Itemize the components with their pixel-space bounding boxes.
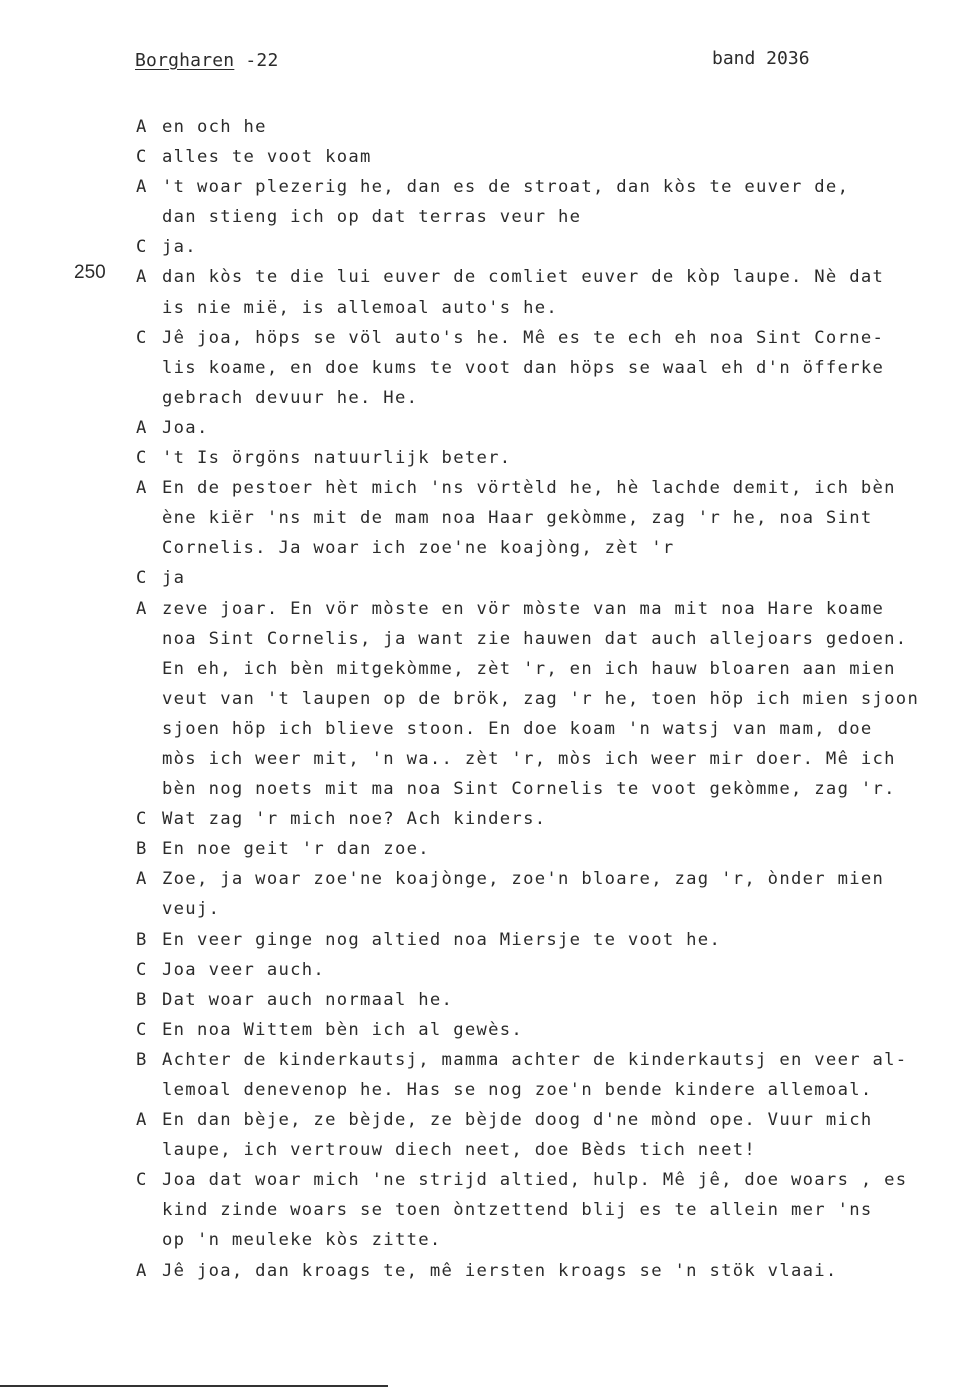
margin-line-number: 250 [74, 262, 106, 284]
dialogue-line: kind zinde woars se toen òntzettend blij es te allein mer 'ns [162, 1200, 873, 1221]
dialogue-line: Dat woar auch normaal he. [162, 989, 454, 1010]
speaker-label: A [136, 267, 147, 288]
dialogue-line: 't woar plezerig he, dan es de stroat, dan kòs te euver de, [162, 177, 850, 198]
dialogue-line: En noa Wittem bèn ich al gewès. [162, 1019, 524, 1040]
speaker-label: B [136, 1049, 147, 1070]
speaker-label: A [136, 598, 147, 619]
dialogue-turn [136, 1256, 966, 1286]
dialogue-line: Joa veer auch. [162, 959, 326, 980]
dialogue-line: veut van 't laupen op de brök, zag 'r he, toen höp ich mien sjoon [162, 688, 920, 709]
dialogue-turn [136, 172, 966, 232]
dialogue-line: Zoe, ja woar zoe'ne koajònge, zoe'n bloare, zag 'r, ònder mien [162, 869, 885, 890]
page-number: -22 [234, 50, 279, 71]
dialogue-line: Jê joa, dan kroags te, mê iersten kroags se 'n stök vlaai. [162, 1260, 838, 1281]
dialogue-turn [136, 834, 966, 864]
speaker-label: B [136, 929, 147, 950]
dialogue-turn [136, 413, 966, 443]
dialogue-line: zeve joar. En vör mòste en vör mòste van ma mit noa Hare koame [162, 598, 885, 619]
dialogue-line: op 'n meuleke kòs zitte. [162, 1230, 442, 1251]
speaker-label: A [136, 1260, 147, 1281]
dialogue-turn [136, 594, 966, 805]
dialogue-line: Wat zag 'r mich noe? Ach kinders. [162, 809, 547, 830]
dialogue-turn [136, 955, 966, 985]
dialogue-line: En de pestoer hèt mich 'ns vörtèld he, hè lachde demit, ich bèn [162, 478, 896, 499]
speaker-label: C [136, 809, 147, 830]
dialogue-line: gebrach devuur he. He. [162, 387, 419, 408]
dialogue-line: ja. [162, 237, 197, 258]
dialogue-turn [136, 473, 966, 563]
dialogue-line: mòs ich weer mit, 'n wa.. zèt 'r, mòs ich weer mir doer. Mê ich [162, 748, 896, 769]
dialogue-line: Achter de kinderkautsj, mamma achter de kinderkautsj en veer al- [162, 1049, 908, 1070]
dialogue-line: ja [162, 568, 186, 589]
dialogue-turn [136, 804, 966, 834]
speaker-label: C [136, 1019, 147, 1040]
dialogue-turn [136, 142, 966, 172]
dialogue-turn [136, 443, 966, 473]
dialogue-turn [136, 112, 966, 142]
speaker-label: C [136, 959, 147, 980]
speaker-label: C [136, 147, 147, 168]
speaker-label: B [136, 989, 147, 1010]
dialogue-turn [74, 262, 966, 322]
dialogue-turn [136, 563, 966, 593]
dialogue-turn [136, 1045, 966, 1105]
dialogue-line: En dan bèje, ze bèjde, ze bèjde doog d'ne mònd ope. Vuur mich [162, 1110, 873, 1131]
dialogue-line: dan kòs te die lui euver de comliet euver de kòp laupe. Nè dat [162, 267, 885, 288]
dialogue-line: veuj. [162, 899, 221, 920]
dialogue-line: dan stieng ich op dat terras veur he [162, 207, 582, 228]
dialogue-line: noa Sint Cornelis, ja want zie hauwen dat auch allejoars gedoen. [162, 628, 908, 649]
dialogue-turn [136, 925, 966, 955]
dialogue-line: En noe geit 'r dan zoe. [162, 839, 430, 860]
speaker-label: A [136, 117, 147, 137]
tape-number: band 2036 [712, 48, 810, 69]
speaker-label: A [136, 417, 147, 438]
dialogue-line: sjoen höp ich blieve stoon. En doe koam 'n watsj van mam, doe [162, 718, 873, 739]
dialogue-turn [136, 232, 966, 262]
speaker-label: A [136, 869, 147, 890]
dialogue-line: laupe, ich vertrouw diech neet, doe Bèds tich neet! [162, 1140, 757, 1161]
dialogue-line: lemoal denevenop he. Has se nog zoe'n bende kindere allemoal. [162, 1080, 873, 1100]
speaker-label: A [136, 478, 147, 499]
place-name: Borgharen [135, 50, 235, 71]
speaker-label: C [136, 448, 147, 469]
dialogue-line: En veer ginge nog altied noa Miersje te voot he. [162, 929, 722, 950]
speaker-label: A [136, 1110, 147, 1131]
dialogue-line: Joa. [162, 417, 209, 438]
dialogue-line: Cornelis. Ja woar ich zoe'ne koajòng, zèt 'r [162, 538, 675, 559]
speaker-label: C [136, 327, 147, 348]
dialogue-line: en och he [162, 117, 267, 137]
transcript [74, 112, 966, 1286]
footer-rule [0, 1385, 388, 1387]
page-header-left [135, 50, 279, 71]
speaker-label: A [136, 177, 147, 198]
dialogue-turn [136, 323, 966, 413]
dialogue-line: En eh, ich bèn mitgekòmme, zèt 'r, en ich hauw bloaren aan mien [162, 658, 896, 679]
speaker-label: C [136, 237, 147, 258]
dialogue-line: lis koame, en doe kums te voot dan höps se waal eh d'n öfferke [162, 357, 885, 378]
dialogue-turn [136, 985, 966, 1015]
speaker-label: C [136, 568, 147, 589]
dialogue-turn [136, 1165, 966, 1255]
dialogue-line: ène kiër 'ns mit de mam noa Haar gekòmme, zag 'r he, noa Sint [162, 508, 873, 529]
dialogue-line: bèn nog noets mit ma noa Sint Cornelis te voot gekòmme, zag 'r. [162, 779, 896, 800]
dialogue-line: is nie mië, is allemoal auto's he. [162, 297, 559, 318]
dialogue-turn [136, 864, 966, 924]
dialogue-line: 't Is örgöns natuurlijk beter. [162, 448, 512, 469]
dialogue-turn [136, 1015, 966, 1045]
dialogue-line: Joa dat woar mich 'ne strijd altied, hulp. Mê jê, doe woars , es [162, 1170, 908, 1191]
dialogue-line: alles te voot koam [162, 147, 372, 168]
speaker-label: C [136, 1170, 147, 1191]
speaker-label: B [136, 839, 147, 860]
dialogue-turn [136, 1105, 966, 1165]
dialogue-line: Jê joa, höps se völ auto's he. Mê es te ech eh noa Sint Corne- [162, 327, 885, 348]
